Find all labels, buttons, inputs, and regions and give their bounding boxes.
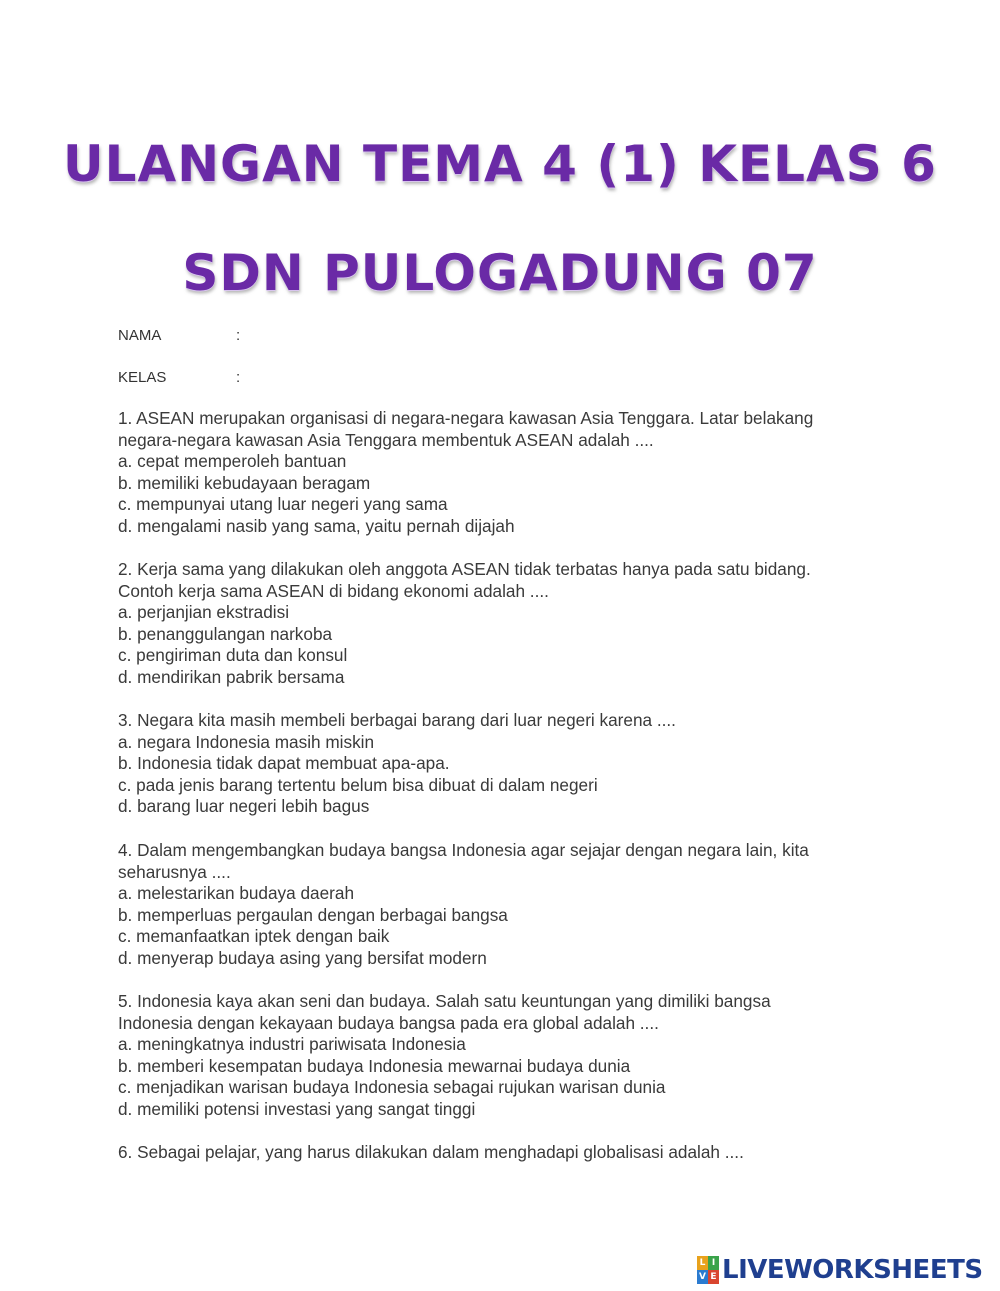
question-text: 2. Kerja sama yang dilakukan oleh anggota ASEAN tidak terbatas hanya pada satu bidang. [118, 559, 811, 579]
nama-label: NAMA [118, 327, 162, 344]
nama-field [118, 327, 240, 344]
worksheet-title: ULANGAN TEMA 4 (1) KELAS 6 [63, 135, 937, 193]
answer-option-c[interactable]: c. mempunyai utang luar negeri yang sama [118, 494, 448, 515]
kelas-field [118, 369, 240, 386]
question-text: 1. ASEAN merupakan organisasi di negara-negara kawasan Asia Tenggara. Latar belakang [118, 408, 814, 428]
question-text: 4. Dalam mengembangkan budaya bangsa Indonesia agar sejajar dengan negara lain, kita [118, 840, 809, 860]
answer-option-c[interactable]: c. pengiriman duta dan konsul [118, 645, 348, 666]
answer-option-b[interactable]: b. memberi kesempatan budaya Indonesia mewarnai budaya dunia [118, 1055, 631, 1076]
logo-mark-letter: I [708, 1256, 719, 1270]
question-text: 3. Negara kita masih membeli berbagai barang dari luar negeri karena .... [118, 710, 676, 730]
question-6 [118, 1142, 898, 1164]
question-text: Contoh kerja sama ASEAN di bidang ekonomi adalah .... [118, 580, 549, 601]
question-text: seharusnya .... [118, 861, 231, 882]
nama-separator: : [236, 327, 241, 344]
answer-option-b[interactable]: b. penanggulangan narkoba [118, 623, 333, 644]
question-5 [118, 991, 898, 1121]
logo-mark-letter: E [708, 1270, 719, 1284]
kelas-label: KELAS [118, 369, 167, 386]
answer-option-a[interactable]: a. perjanjian ekstradisi [118, 602, 290, 623]
logo-mark-letter: L [697, 1256, 708, 1270]
question-2 [118, 559, 898, 689]
question-1 [118, 408, 898, 538]
logo-text: LIVEWORKSHEETS [722, 1255, 983, 1285]
answer-option-d[interactable]: d. menyerap budaya asing yang bersifat modern [118, 947, 487, 968]
answer-option-c[interactable]: c. menjadikan warisan budaya Indonesia sebagai rujukan warisan dunia [118, 1077, 666, 1098]
liveworksheets-logo-icon [697, 1256, 719, 1284]
question-text: 5. Indonesia kaya akan seni dan budaya. Salah satu keuntungan yang dimiliki bangsa [118, 991, 771, 1011]
answer-option-c[interactable]: c. pada jenis barang tertentu belum bisa dibuat di dalam negeri [118, 774, 598, 795]
answer-option-b[interactable]: b. memperluas pergaulan dengan berbagai bangsa [118, 904, 508, 925]
answer-option-a[interactable]: a. cepat memperoleh bantuan [118, 451, 347, 472]
question-text: 6. Sebagai pelajar, yang harus dilakukan dalam menghadapi globalisasi adalah .... [118, 1142, 744, 1162]
logo-mark-letter: V [697, 1270, 708, 1284]
answer-option-b[interactable]: b. memiliki kebudayaan beragam [118, 472, 371, 493]
question-text: negara-negara kawasan Asia Tenggara membentuk ASEAN adalah .... [118, 429, 654, 450]
answer-option-d[interactable]: d. mengalami nasib yang sama, yaitu pernah dijajah [118, 515, 515, 536]
school-name: SDN PULOGADUNG 07 [182, 244, 818, 302]
question-3 [118, 710, 898, 818]
answer-option-d[interactable]: d. memiliki potensi investasi yang sangat tinggi [118, 1098, 476, 1119]
answer-option-c[interactable]: c. memanfaatkan iptek dengan baik [118, 926, 390, 947]
liveworksheets-logo[interactable] [697, 1254, 983, 1286]
answer-option-d[interactable]: d. barang luar negeri lebih bagus [118, 796, 370, 817]
answer-option-a[interactable]: a. meningkatnya industri pariwisata Indonesia [118, 1034, 466, 1055]
answer-option-b[interactable]: b. Indonesia tidak dapat membuat apa-apa. [118, 753, 450, 774]
question-4 [118, 840, 898, 970]
question-text: Indonesia dengan kekayaan budaya bangsa pada era global adalah .... [118, 1012, 659, 1033]
answer-option-d[interactable]: d. mendirikan pabrik bersama [118, 666, 345, 687]
answer-option-a[interactable]: a. negara Indonesia masih miskin [118, 731, 375, 752]
kelas-separator: : [236, 369, 241, 386]
answer-option-a[interactable]: a. melestarikan budaya daerah [118, 883, 355, 904]
